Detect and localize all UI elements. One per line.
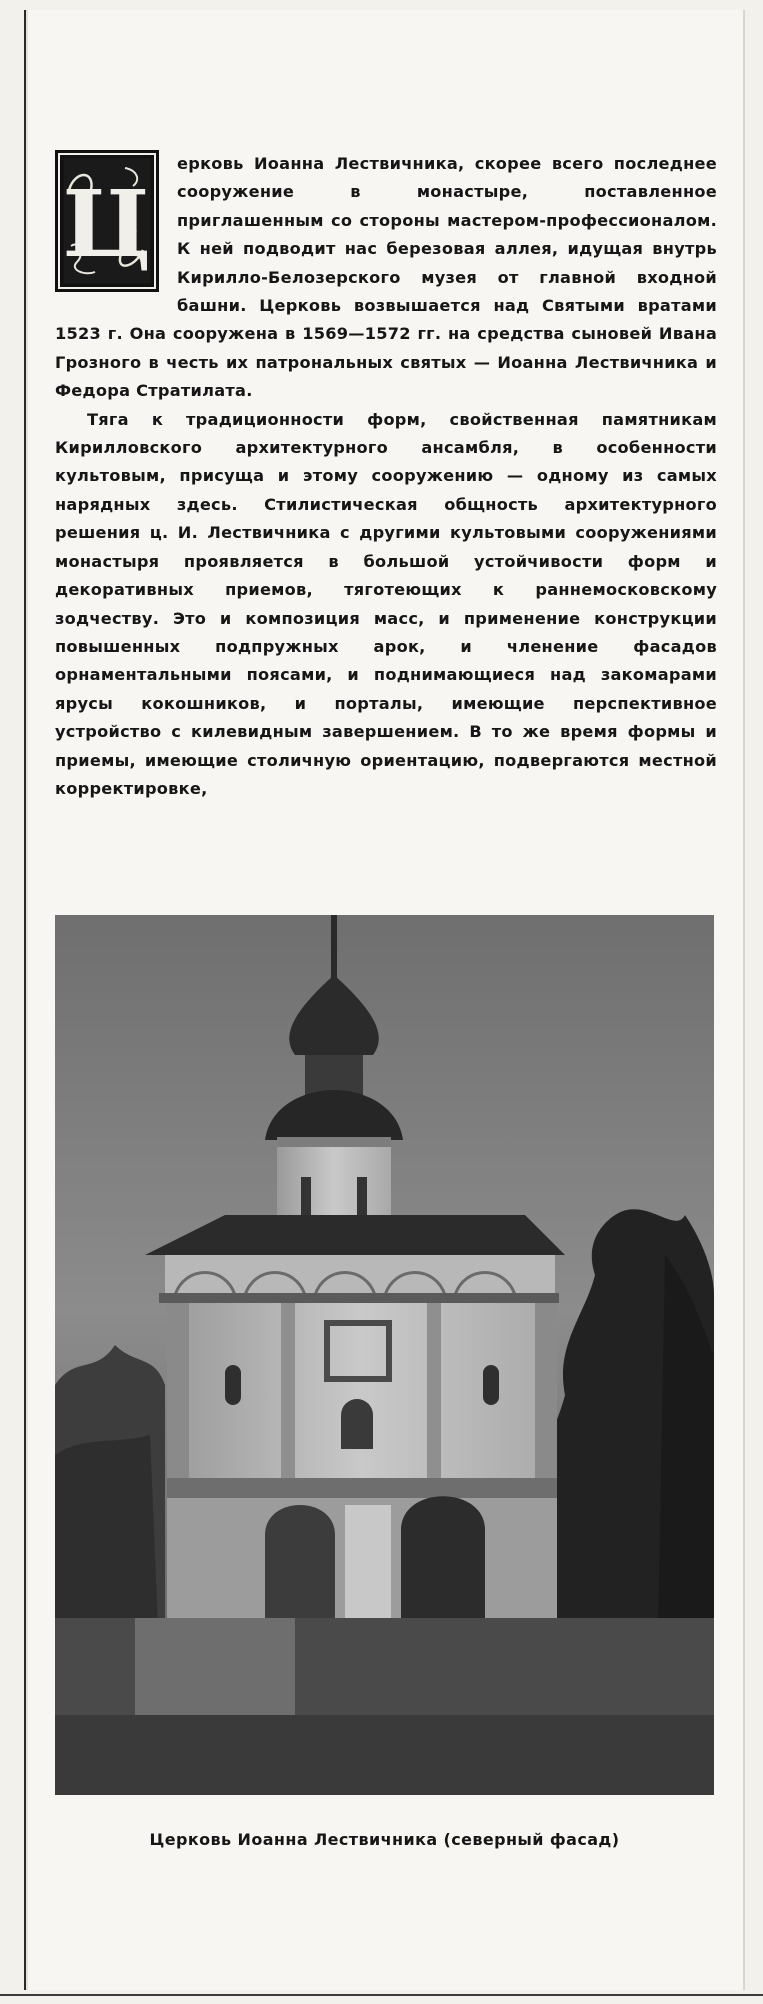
photo-caption: Церковь Иоанна Лествичника (северный фасад) bbox=[149, 1830, 620, 1849]
svg-text:Ц: Ц bbox=[62, 170, 152, 278]
ornamental-initial bbox=[55, 150, 159, 292]
page-bottom-rule bbox=[0, 1994, 763, 1996]
church-photo-image bbox=[55, 915, 714, 1795]
ornamental-initial-icon bbox=[55, 150, 159, 292]
church-photo bbox=[55, 915, 714, 1795]
paragraph-2: Тяга к традиционности форм, свойственная памятникам Кирилловского архитектурного ансамбля, в особенности культовым, присуща и этому сооружению — одному из самых нарядных здесь. Стилистическая общность архитектурного решения ц. И. Лествичника с другими культовыми сооружениями монастыря проявляется в большой устойчивости форм и декоративных приемов, тяготеющих к раннемосковскому зодчеству. Это и композиция масс, и применение конструкции повышенных подпружных арок, и членение фасадов орнаментальными поясами, и поднимающиеся над закомарами ярусы кокошников, и порталы, имеющие перспективное устройство с килевидным завершением. В то же время формы и приемы, имеющие столичную ориентацию, подвергаются местной корректировке, bbox=[55, 409, 717, 798]
paragraph-1: ерковь Иоанна Лествичника, скорее всего последнее сооружение в монастыре, поставленное приглашенным со стороны мастером-профессионалом. К ней подводит нас березовая аллея, идущая внутрь Кирилло-Белозерского музея от главной входной башни. Церковь возвышается над Святыми вратами 1523 г. Она сооружена в 1569—1572 гг. на средства сыновей Ивана Грозного в честь их патрональных святых — Иоанна Лествичника и Федора Стратилата. bbox=[55, 154, 717, 401]
article-text bbox=[55, 150, 717, 803]
